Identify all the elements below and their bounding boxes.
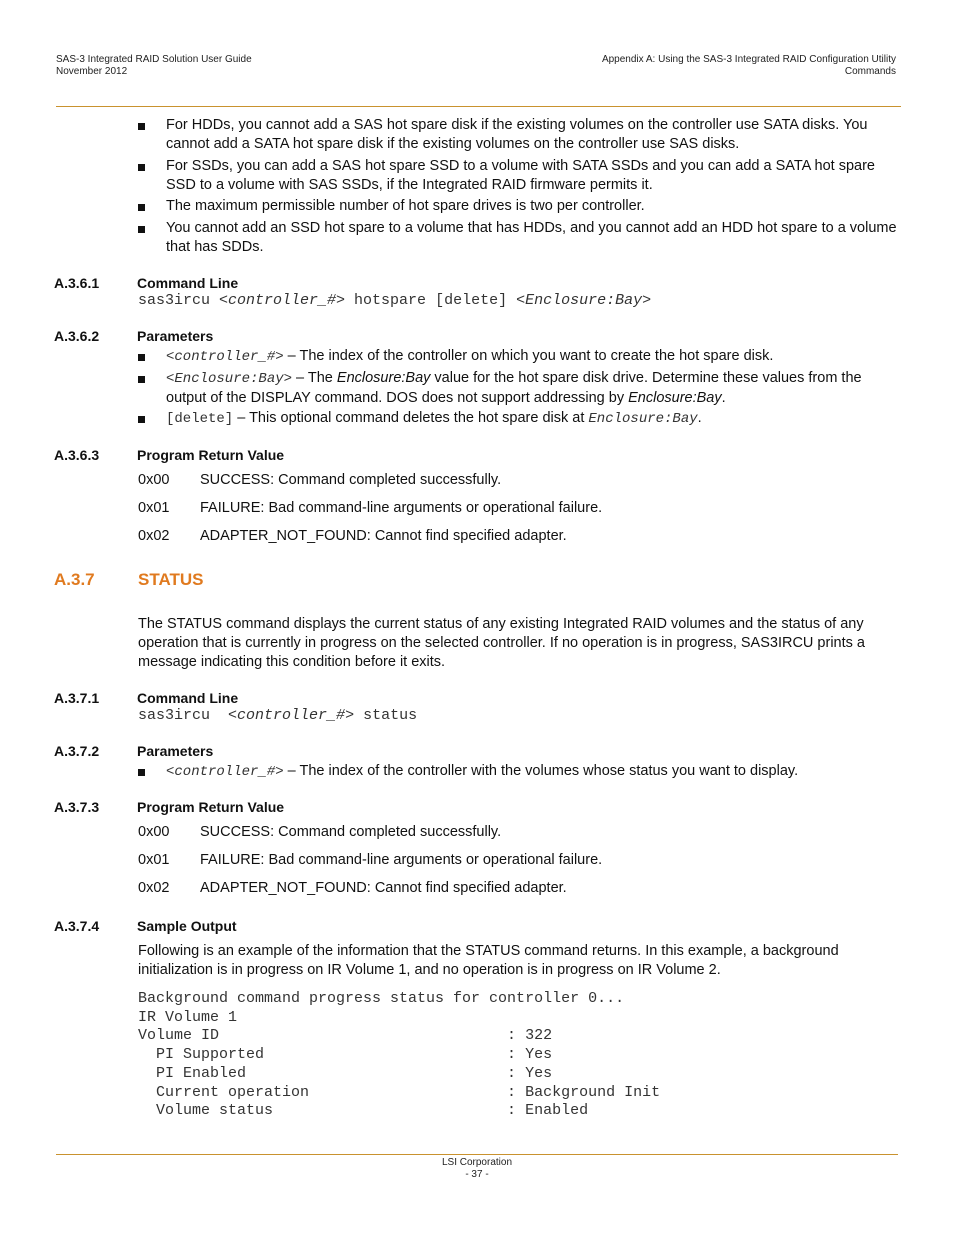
section-number: A.3.7.3 <box>54 799 100 815</box>
list-item: <controller_#> – The index of the controller with the volumes whose status you want to display. <box>138 762 898 782</box>
bullet-icon <box>138 354 145 361</box>
page-number: - 37 - <box>465 1169 489 1180</box>
running-header-left <box>56 54 252 78</box>
section-title: Command Line <box>137 690 239 706</box>
chapter-subtitle: Commands <box>844 66 896 77</box>
list-item: <Enclosure:Bay> – The Enclosure:Bay value for the hot spare disk drive. Determine these values from the output of the DISPLAY command. DOS does not support addressing by Enclosure:Bay. <box>138 369 898 408</box>
command-syntax: sas3ircu <controller_#> status <box>138 707 418 724</box>
sample-output: Background command progress status for controller 0... IR Volume 1 Volume ID : 322 PI Supported : Yes PI Enabled : Yes Current operation : Background Init Volume status : Enabled <box>138 990 661 1120</box>
return-code: 0x00 <box>138 472 170 488</box>
header-rule <box>56 106 901 107</box>
return-code: 0x02 <box>138 880 170 896</box>
section-title: Program Return Value <box>137 447 285 463</box>
bullet-icon <box>138 164 145 171</box>
return-code: 0x01 <box>138 852 170 868</box>
return-description: FAILURE: Bad command-line arguments or operational failure. <box>200 500 603 516</box>
section-title: Command Line <box>137 275 239 291</box>
chapter-title: Appendix A: Using the SAS-3 Integrated RAID Configuration Utility <box>601 54 896 65</box>
bullet-icon <box>138 226 145 233</box>
list-item: For HDDs, you cannot add a SAS hot spare disk if the existing volumes on the controller use SATA disks. You cannot add a SATA hot spare disk if the existing volumes on the controller use SAS disks. <box>138 116 898 154</box>
return-code: 0x01 <box>138 500 170 516</box>
list-item: <controller_#> – The index of the controller on which you want to create the hot spare disk. <box>138 347 898 367</box>
section-number: A.3.7.2 <box>54 743 100 759</box>
section-title: Program Return Value <box>137 799 285 815</box>
section-title: Parameters <box>137 743 214 759</box>
return-description: ADAPTER_NOT_FOUND: Cannot find specified adapter. <box>200 880 567 896</box>
return-description: ADAPTER_NOT_FOUND: Cannot find specified adapter. <box>200 528 567 544</box>
return-code: 0x00 <box>138 824 170 840</box>
return-code: 0x02 <box>138 528 170 544</box>
section-number: A.3.6.1 <box>54 275 100 291</box>
return-description: SUCCESS: Command completed successfully. <box>200 472 502 488</box>
section-number: A.3.6.3 <box>54 447 100 463</box>
bullet-icon <box>138 416 145 423</box>
running-header-right <box>602 54 896 78</box>
section-number: A.3.7.4 <box>54 918 100 934</box>
list-item: The maximum permissible number of hot spare drives is two per controller. <box>138 197 898 216</box>
footer-rule <box>56 1154 898 1155</box>
list-item: You cannot add an SSD hot spare to a volume that has HDDs, and you cannot add an HDD hot spare to a volume that has SDDs. <box>138 219 898 257</box>
list-item: [delete] – This optional command deletes the hot spare disk at Enclosure:Bay. <box>138 409 898 429</box>
bullet-icon <box>138 376 145 383</box>
section-number: A.3.7.1 <box>54 690 100 706</box>
bullet-icon <box>138 204 145 211</box>
return-description: FAILURE: Bad command-line arguments or operational failure. <box>200 852 603 868</box>
bullet-icon <box>138 769 145 776</box>
section-paragraph: Following is an example of the information that the STATUS command returns. In this example, a background initialization is in progress on IR Volume 1, and no operation is in progress on IR Volume 2. <box>138 943 839 978</box>
doc-date: November 2012 <box>56 66 128 77</box>
section-paragraph: The STATUS command displays the current status of any existing Integrated RAID volumes and the status of any operation that is currently in progress on the selected controller. If no operation is in progress, SAS3IRCU prints a message indicating this condition before it exits. <box>138 616 865 670</box>
doc-title: SAS-3 Integrated RAID Solution User Guide <box>56 54 252 65</box>
bullet-icon <box>138 123 145 130</box>
list-item: For SSDs, you can add a SAS hot spare SSD to a volume with SATA SSDs and you can add a SATA hot spare SSD to a volume with SAS SSDs, if the Integrated RAID firmware permits it. <box>138 157 898 195</box>
section-number: A.3.6.2 <box>54 328 100 344</box>
section-heading: STATUS <box>138 570 204 589</box>
command-syntax: sas3ircu <controller_#> hotspare [delete] <Enclosure:Bay> <box>138 292 652 309</box>
section-number: A.3.7 <box>54 570 95 589</box>
footer-company: LSI Corporation <box>441 1157 513 1168</box>
section-title: Parameters <box>137 328 214 344</box>
section-title: Sample Output <box>137 918 237 934</box>
return-description: SUCCESS: Command completed successfully. <box>200 824 502 840</box>
